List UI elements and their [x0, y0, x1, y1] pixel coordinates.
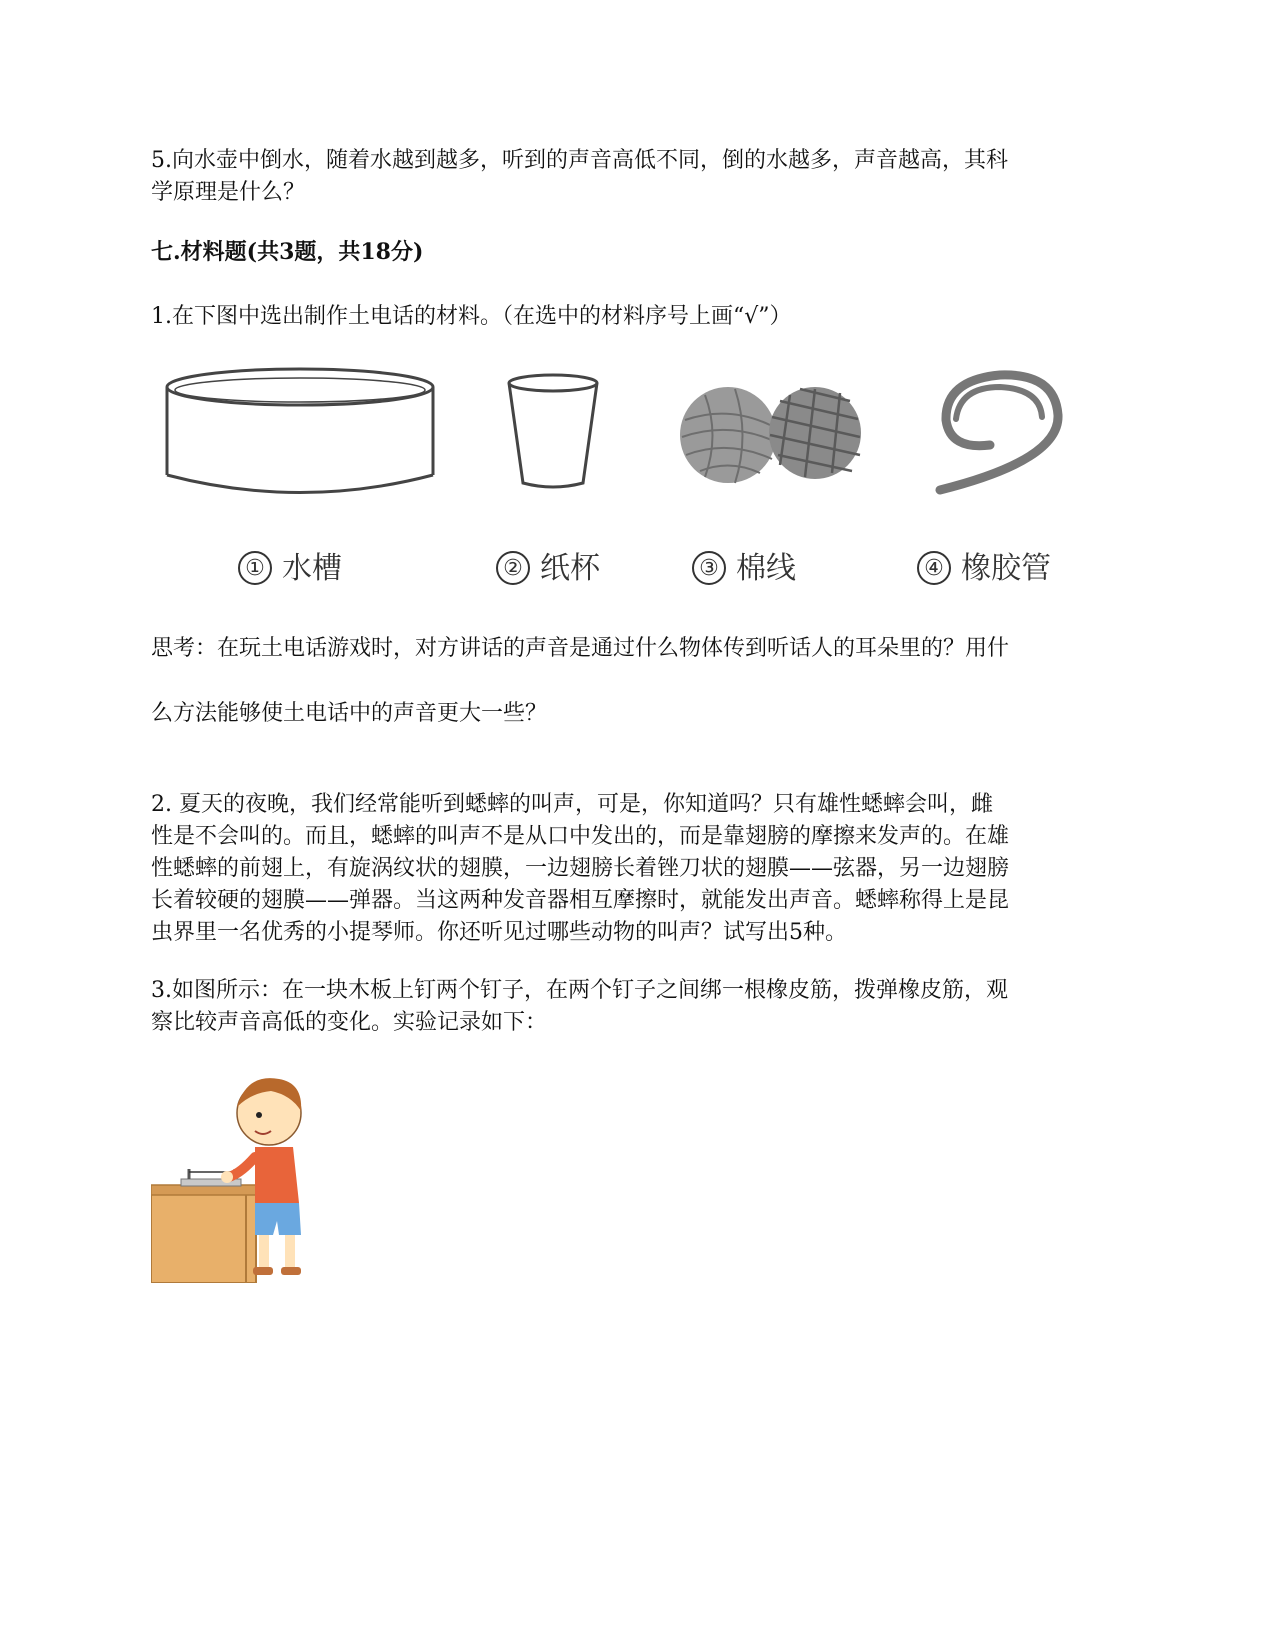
material-4-name: 橡胶管 [961, 551, 1051, 586]
m3-line-2: 察比较声音高低的变化。实验记录如下： [151, 1010, 548, 1035]
m1-think-line-1: 思考：在玩土电话游戏时，对方讲话的声音是通过什么物体传到听话人的耳朵里的？用什 [151, 636, 1010, 661]
m2-line-3: 性蟋蟀的前翅上，有旋涡纹状的翅膜，一边翅膀长着锉刀状的翅膜——弦器，另一边翅膀 [151, 856, 1010, 881]
q5-line-1: 5.向水壶中倒水，随着水越到越多，听到的声音高低不同，倒的水越多，声音越高，其科 [151, 148, 1008, 173]
m2-line-4: 长着较硬的翅膜——弹器。当这两种发音器相互摩擦时，就能发出声音。蟋蟀称得上是昆 [151, 888, 1010, 913]
rubber-band-experiment-figure [151, 1073, 311, 1283]
boy-plucking-rubber-band-image [151, 1073, 311, 1283]
water-tank-image [167, 369, 433, 493]
material-2-number: ② [496, 551, 530, 585]
m3-text [151, 975, 1131, 1039]
m2-text [151, 789, 1131, 949]
material-3-label [692, 543, 796, 587]
material-3-name: 棉线 [736, 551, 796, 586]
material-1-label [238, 543, 342, 587]
material-4-label [917, 543, 1051, 587]
section-heading: 七.材料题(共3题，共18分) [151, 239, 424, 265]
m3-line-1: 3.如图所示：在一块木板上钉两个钉子，在两个钉子之间绑一根橡皮筋，拨弹橡皮筋，观 [151, 978, 1008, 1003]
cotton-thread-image [680, 387, 861, 483]
materials-figure [160, 365, 1120, 595]
m1-think-line-2: 么方法能够使土电话中的声音更大一些？ [151, 701, 548, 726]
material-1-name: 水槽 [282, 551, 342, 586]
m1-prompt: 1.在下图中选出制作土电话的材料。（在选中的材料序号上画“√”） [151, 304, 792, 329]
material-4-number: ④ [917, 551, 951, 585]
paper-cup-image [509, 375, 597, 487]
material-2-name: 纸杯 [540, 551, 600, 586]
material-2-label [496, 543, 600, 587]
m2-line-2: 性是不会叫的。而且，蟋蟀的叫声不是从口中发出的，而是靠翅膀的摩擦来发声的。在雄 [151, 824, 1010, 849]
m2-line-5: 虫界里一名优秀的小提琴师。你还听见过哪些动物的叫声？试写出5种。 [151, 920, 847, 945]
material-1-number: ① [238, 551, 272, 585]
q5-text [151, 145, 1131, 209]
rubber-tube-image [940, 375, 1058, 490]
material-3-number: ③ [692, 551, 726, 585]
q5-line-2: 学原理是什么？ [151, 180, 306, 205]
materials-illustration [160, 365, 1120, 540]
m2-line-1: 2. 夏天的夜晚，我们经常能听到蟋蟀的叫声，可是，你知道吗？只有雄性蟋蟀会叫，雌 [151, 792, 993, 817]
